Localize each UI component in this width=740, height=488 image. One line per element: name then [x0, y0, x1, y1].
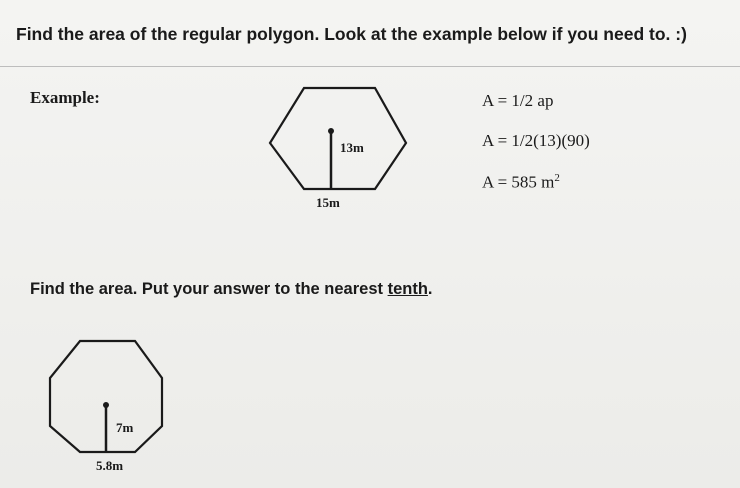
instructions-text: Find the area of the regular polygon. Look at the example below if you need to. :): [16, 24, 687, 44]
example-side-label: 15m: [316, 195, 340, 210]
example-label: Example:: [30, 88, 100, 107]
example-hexagon: [270, 88, 406, 189]
question-side-label: 5.8m: [96, 458, 124, 473]
unit-exponent: 2: [554, 172, 560, 184]
example-apothem-label: 13m: [340, 140, 364, 155]
question-text-after: .: [427, 280, 433, 298]
question-text: [30, 280, 433, 299]
question-apothem-label: 7m: [116, 420, 134, 435]
formula-line-3: [482, 172, 560, 193]
formula-line-1: A = 1/2 ap: [482, 91, 554, 110]
formula-line-3-text: A = 585 m: [482, 172, 555, 192]
example-center-dot: [328, 128, 334, 134]
formula-line-2: A = 1/2(13)(90): [482, 131, 590, 150]
question-text-before: Find the area. Put your answer to the nearest: [30, 280, 388, 298]
question-center-dot: [103, 402, 109, 408]
question-underlined-word: tenth: [387, 280, 428, 298]
